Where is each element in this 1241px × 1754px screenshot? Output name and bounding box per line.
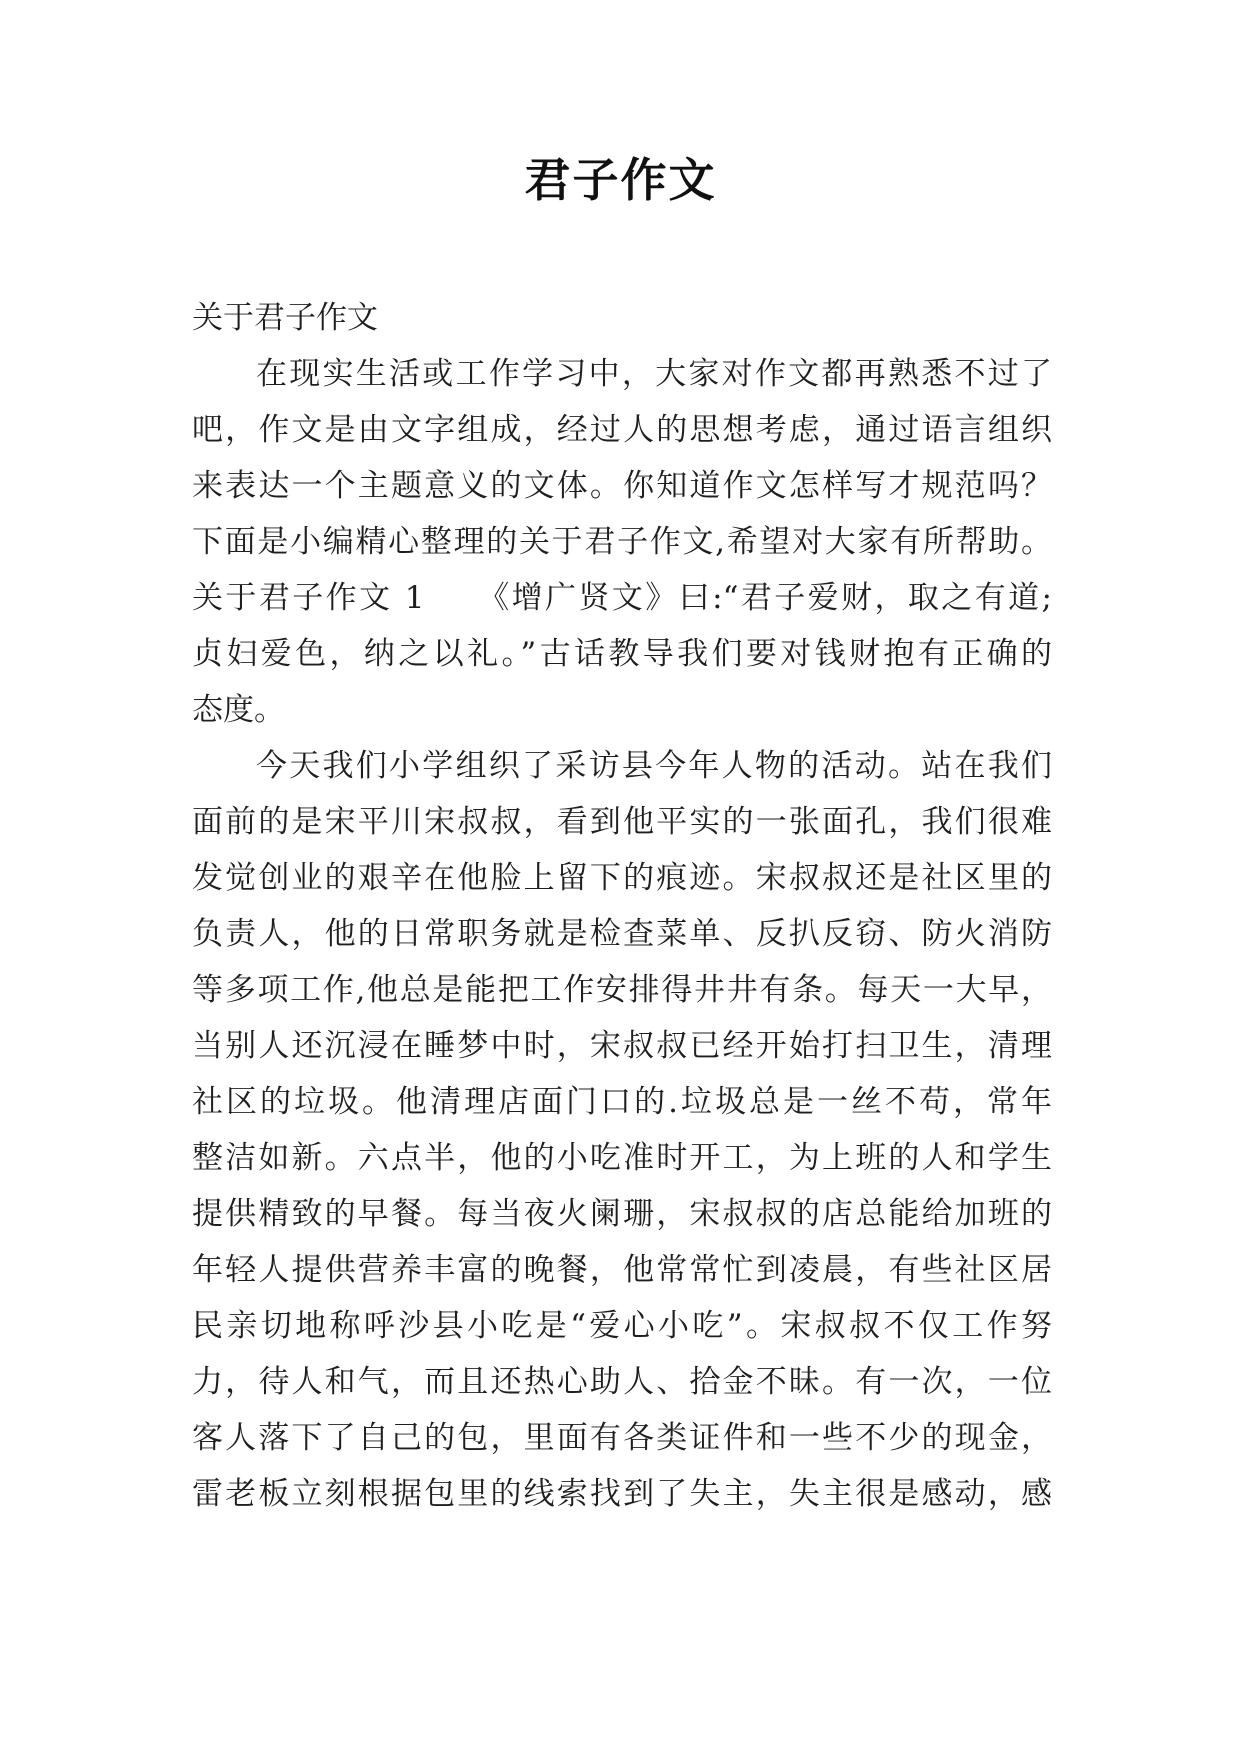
- document-body: [192, 290, 1052, 1522]
- paragraph-heading: 关于君子作文: [192, 300, 378, 336]
- text-line: 在现实生活或工作学习中，大家对作文都再熟悉不过了: [256, 356, 1052, 392]
- text-line: 雷老板立刻根据包里的线索找到了失主，失主很是感动，感: [192, 1476, 1052, 1512]
- text-line: 力，待人和气，而且还热心助人、拾金不昧。有一次，一位: [192, 1364, 1052, 1400]
- text-line: 民亲切地称呼沙县小吃是“爱心小吃”。宋叔叔不仅工作努: [192, 1308, 1052, 1344]
- text-line: 下面是小编精心整理的关于君子作文,希望对大家有所帮助。: [192, 524, 1052, 560]
- text-line: 客人落下了自己的包，里面有各类证件和一些不少的现金，: [192, 1420, 1052, 1456]
- text-line: 负责人，他的日常职务就是检查菜单、反扒反窃、防火消防: [192, 916, 1052, 952]
- text-line: 整洁如新。六点半，他的小吃准时开工，为上班的人和学生: [192, 1140, 1052, 1176]
- document-title: 君子作文: [524, 153, 717, 207]
- text-line: 贞妇爱色，纳之以礼。”古话教导我们要对钱财抱有正确的: [192, 636, 1052, 672]
- text-line: 当别人还沉浸在睡梦中时，宋叔叔已经开始打扫卫生，清理: [192, 1028, 1052, 1064]
- text-line: 年轻人提供营养丰富的晚餐，他常常忙到凌晨，有些社区居: [192, 1252, 1052, 1288]
- text-line: 等多项工作,他总是能把工作安排得井井有条。每天一大早，: [192, 972, 1052, 1008]
- text-line: 关于君子作文 1 《增广贤文》曰:“君子爱财，取之有道;: [192, 580, 1052, 616]
- text-line: 社区的垃圾。他清理店面门口的.垃圾总是一丝不苟，常年: [192, 1084, 1052, 1120]
- text-line: 态度。: [192, 692, 285, 728]
- text-line: 来表达一个主题意义的文体。你知道作文怎样写才规范吗？: [192, 468, 1052, 504]
- text-line: 发觉创业的艰辛在他脸上留下的痕迹。宋叔叔还是社区里的: [192, 860, 1052, 896]
- text-line: 今天我们小学组织了采访县今年人物的活动。站在我们: [256, 748, 1052, 784]
- text-line: 吧，作文是由文字组成，经过人的思想考虑，通过语言组织: [192, 412, 1052, 448]
- text-line: 提供精致的早餐。每当夜火阑珊，宋叔叔的店总能给加班的: [192, 1196, 1052, 1232]
- text-line: 面前的是宋平川宋叔叔，看到他平实的一张面孔，我们很难: [192, 804, 1052, 840]
